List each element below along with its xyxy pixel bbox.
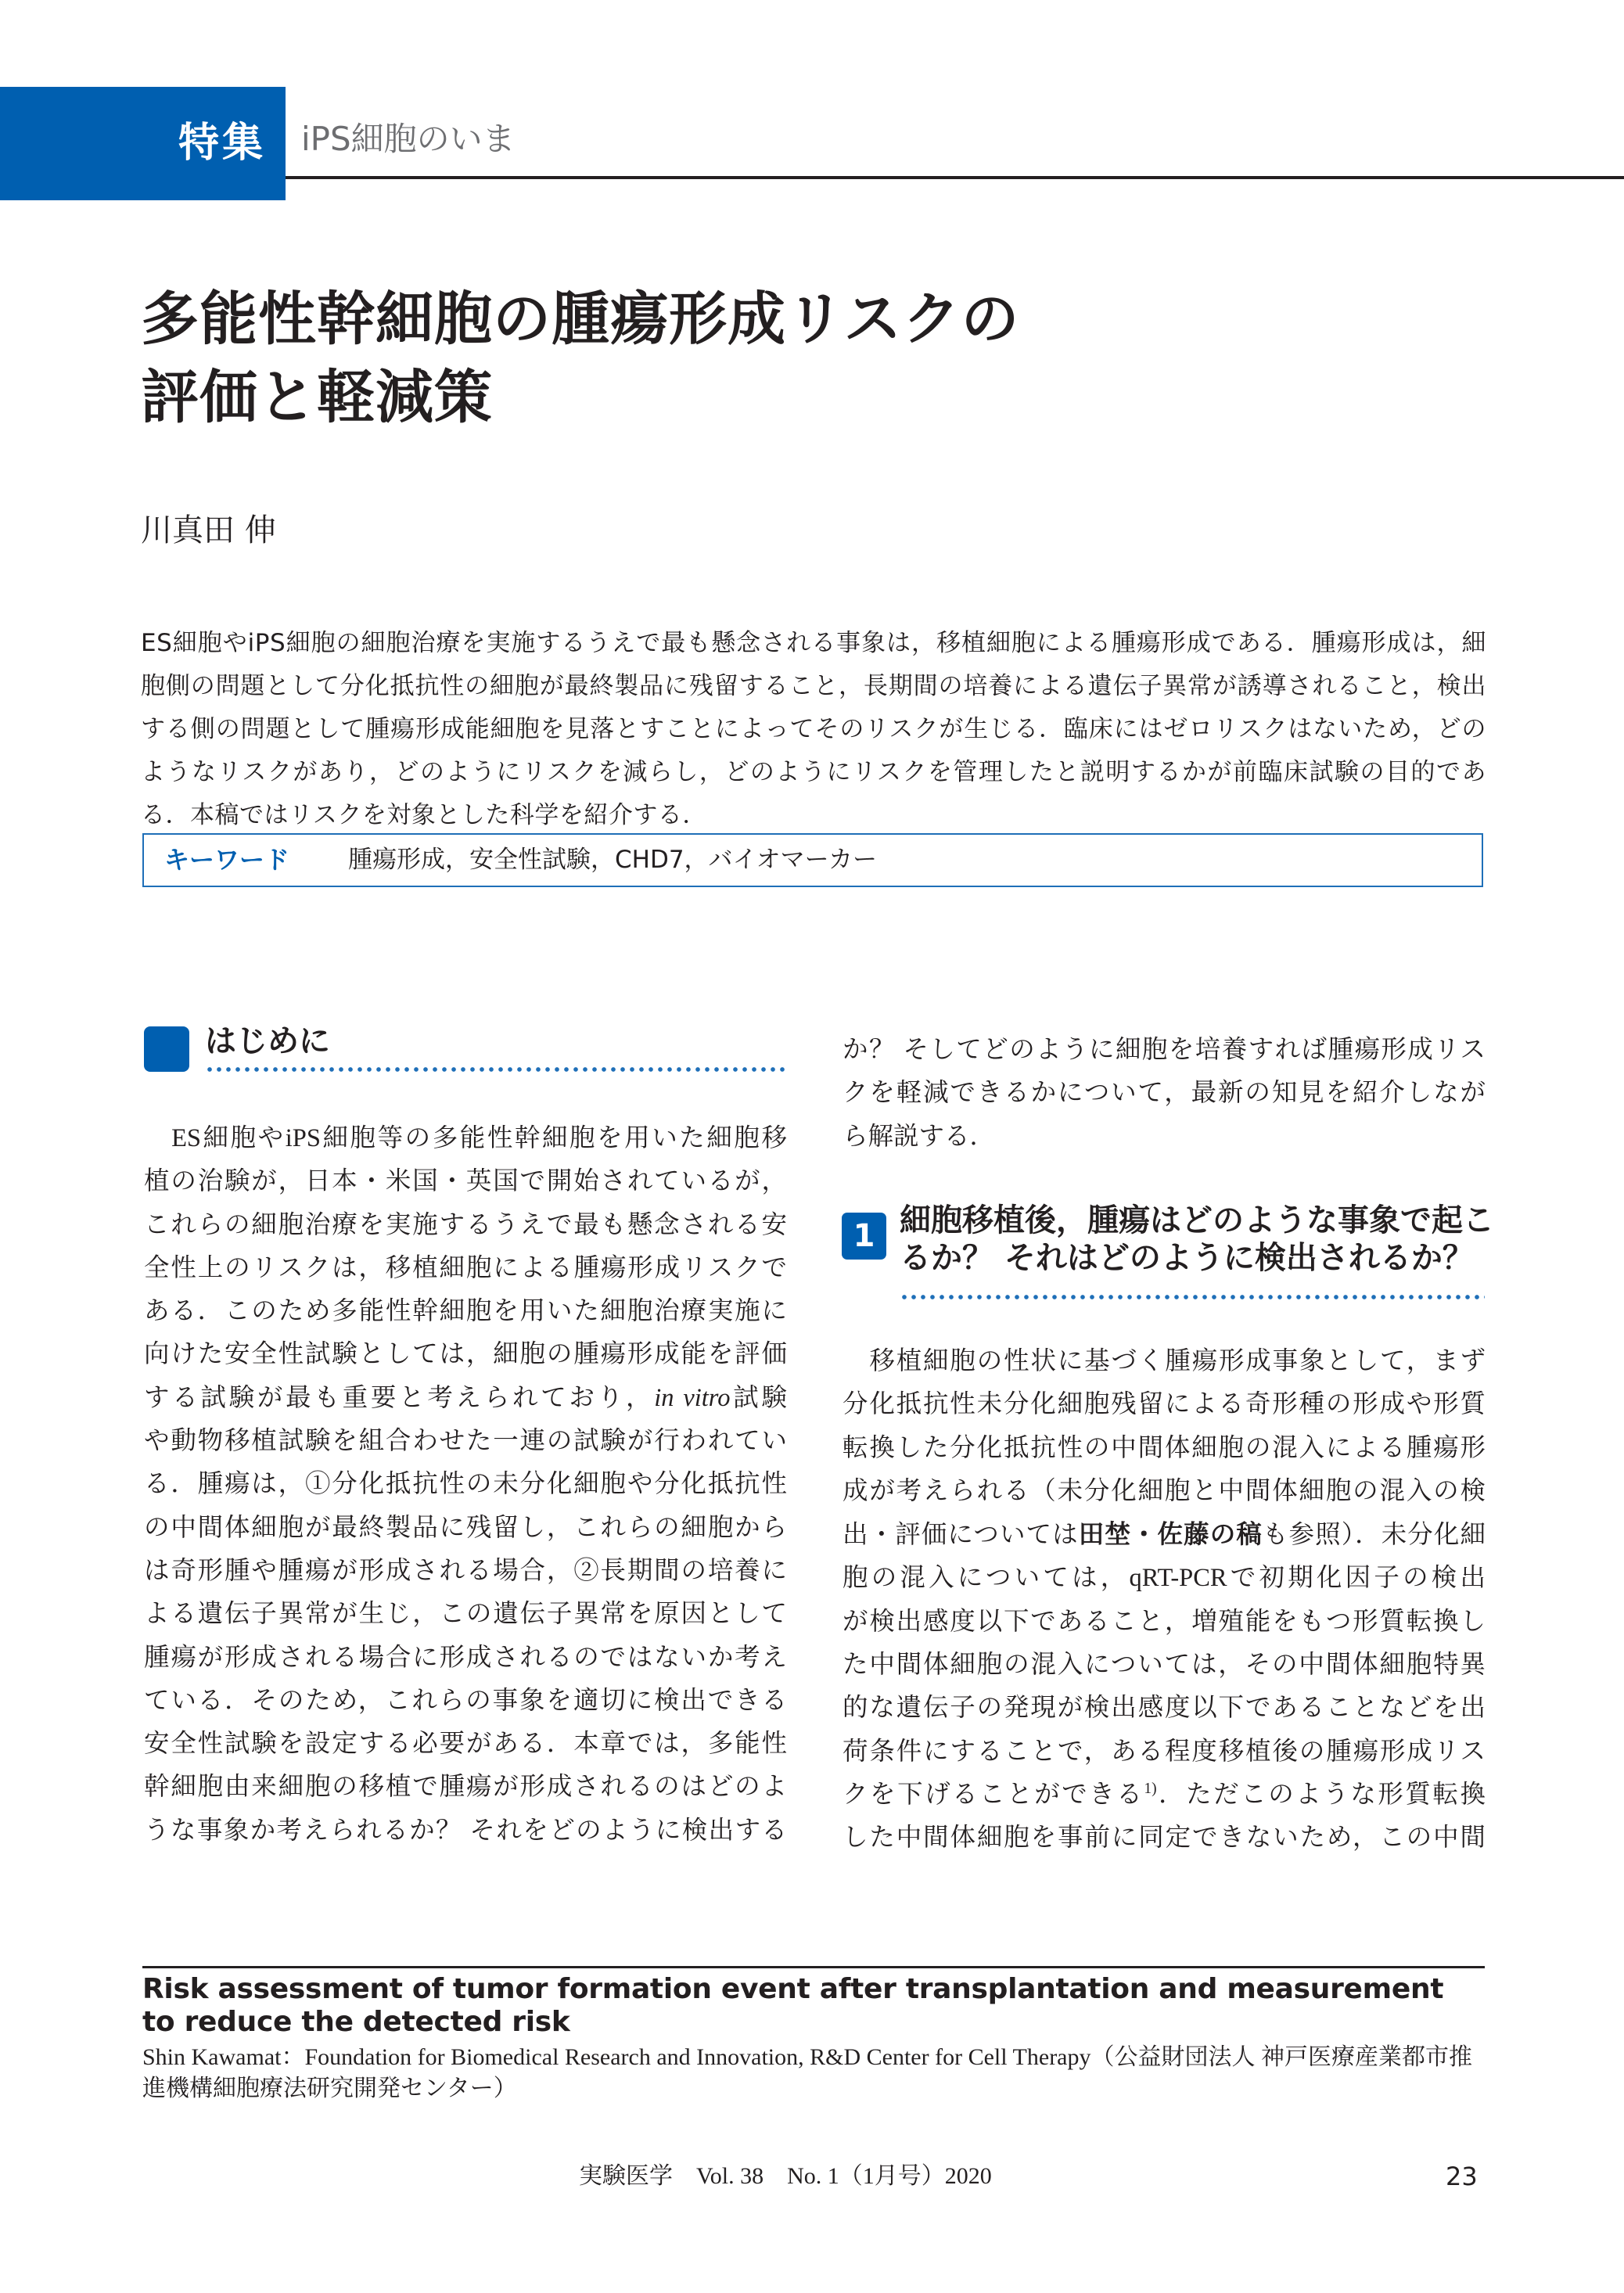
body-line: 安全性試験を設定する必要がある．本章では，多能性 <box>144 1730 787 1759</box>
keyword-list: 腫瘍形成，安全性試験，CHD7，バイオマーカー <box>348 846 877 874</box>
body-line: 幹細胞由来細胞の移植で腫瘍が形成されるのはどのよ <box>144 1773 787 1802</box>
abstract: ES細胞やiPS細胞の細胞治療を実施するうえで最も懸念される事象は，移植細胞による腫瘍形成である．腫瘍形成は，細胞側の問題として分化抵抗性の細胞が最終製品に残留すること，長期間の培養による遺伝子異常が誘導されること，検出する側の問題として腫瘍形成能細胞を見落とすことによってそのリスクが生じる．臨床にはゼロリスクはないため，どのようなリスクがあり，どのようにリスクを減らし，どのようにリスクを管理したと説明するかが前臨床試験の目的である．本稿ではリスクを対象とした科学を紹介する． <box>141 629 1486 829</box>
body-line: の中間体細胞が最終製品に残留し，これらの細胞から <box>144 1513 787 1542</box>
body-line: 植の治験が，日本・米国・英国で開始されているが， <box>144 1167 787 1196</box>
body-text: する試験が最も重要と考えられており， <box>144 1383 655 1412</box>
body-line: 向けた安全性試験としては，細胞の腫瘍形成能を評価 <box>144 1340 787 1369</box>
body-line: クを軽減できるかについて，最新の知見を紹介しなが <box>843 1079 1486 1108</box>
citation-marker[interactable]: 1) <box>1144 1781 1157 1798</box>
body-line: は奇形腫や腫瘍が形成される場合，②長期間の培養に <box>144 1556 787 1585</box>
body-line: 全性上のリスクは，移植細胞による腫瘍形成リスクで <box>144 1253 787 1282</box>
article-title-line: 多能性幹細胞の腫瘍形成リスクの <box>141 286 1020 353</box>
section-heading-line: るか？ それはどのように検出されるか？ <box>900 1240 1474 1276</box>
body-line: た中間体細胞の混入については，その中間体細胞特異 <box>843 1651 1486 1680</box>
body-line: 腫瘍が形成される場合に形成されるのではないか考え <box>144 1643 787 1672</box>
body-line: 成が考えられる（未分化細胞と中間体細胞の混入の検 <box>843 1476 1486 1505</box>
body-line <box>843 1513 1486 1557</box>
body-column-right-top <box>843 1029 1486 1159</box>
body-text: も参照）．未分化細 <box>1262 1521 1486 1550</box>
english-title: Risk assessment of tumor formation event after transplantation and measurement to reduce the detected risk <box>142 1973 1444 2038</box>
journal-citation: 実験医学 Vol. 38 No. 1（1月号）2020 <box>579 2163 992 2189</box>
body-line: した中間体細胞を事前に同定できないため，この中間 <box>843 1824 1486 1853</box>
body-column-right <box>843 1340 1486 1860</box>
body-line <box>843 1774 1486 1817</box>
header-divider <box>286 176 1624 179</box>
body-line: これらの細胞治療を実施するうえで最も懸念される安 <box>144 1210 787 1239</box>
section-number-badge: 1 <box>842 1213 886 1260</box>
section-heading: はじめに <box>205 1023 330 1059</box>
body-line: ら解説する． <box>843 1122 996 1151</box>
footer-divider <box>142 1966 1485 1968</box>
body-line: か？ そしてどのように細胞を培養すれば腫瘍形成リス <box>843 1036 1486 1064</box>
body-line: よる遺伝子異常が生じ，この遺伝子異常を原因として <box>144 1600 787 1629</box>
section-heading-line: 細胞移植後，腫瘍はどのような事象で起こ <box>900 1202 1494 1238</box>
body-line: る．腫瘍は，①分化抵抗性の未分化細胞や分化抵抗性 <box>144 1470 787 1499</box>
body-line <box>144 1377 787 1420</box>
feature-tag: 特集 <box>178 120 266 167</box>
body-line: が検出感度以下であること，増殖能をもつ形質転換し <box>843 1607 1486 1636</box>
body-line: うな事象か考えられるか？ それをどのように検出する <box>144 1816 787 1845</box>
body-line: ある．このため多能性幹細胞を用いた細胞治療実施に <box>144 1297 787 1326</box>
section-heading-underline <box>205 1067 787 1072</box>
body-line: 的な遺伝子の発現が検出感度以下であることなどを出 <box>843 1694 1486 1723</box>
page-number: 23 <box>1446 2162 1478 2191</box>
keyword-label: キーワード <box>164 845 290 875</box>
body-line: 胞の混入については，qRT-PCRで初期化因子の検出 <box>843 1564 1486 1593</box>
author-affiliation: Shin Kawamat：Foundation for Biomedical Research and Innovation, R&D Center for Cell Therapy（公益財団法人 神戸医療産業都市推進機構細胞療法研究開発センター） <box>142 2044 1472 2101</box>
section-heading-underline <box>900 1295 1485 1299</box>
body-line: 移植細胞の性状に基づく腫瘍形成事象として，まず <box>843 1347 1486 1375</box>
article-title <box>141 280 1486 437</box>
body-text: 試験 <box>730 1383 787 1412</box>
body-line: 荷条件にすることで，ある程度移植後の腫瘍形成リス <box>843 1737 1486 1766</box>
body-line: ている．そのため，これらの事象を適切に検出できる <box>144 1686 787 1715</box>
section-heading <box>900 1202 1494 1277</box>
body-line: 転換した分化抵抗性の中間体細胞の混入による腫瘍形 <box>843 1433 1486 1462</box>
body-line: 分化抵抗性未分化細胞残留による奇形種の形成や形質 <box>843 1390 1486 1419</box>
body-line: ES細胞やiPS細胞等の多能性幹細胞を用いた細胞移 <box>144 1124 787 1152</box>
cross-reference-link[interactable]: 田埜・佐藤の稿 <box>1078 1519 1263 1550</box>
body-column-left <box>144 1117 787 1853</box>
body-text: ．ただこのような形質転換 <box>1156 1780 1486 1809</box>
body-text: クを下げることができる <box>843 1780 1144 1809</box>
article-title-line: 評価と軽減策 <box>141 364 493 431</box>
author: 川真田 伸 <box>141 512 276 548</box>
series-title: iPS細胞のいま <box>301 120 516 158</box>
italic-term: in vitro <box>654 1383 731 1412</box>
body-text: 出・評価については <box>843 1521 1079 1550</box>
section-marker-icon <box>144 1026 189 1072</box>
body-line: や動物移植試験を組合わせた一連の試験が行われてい <box>144 1427 787 1456</box>
